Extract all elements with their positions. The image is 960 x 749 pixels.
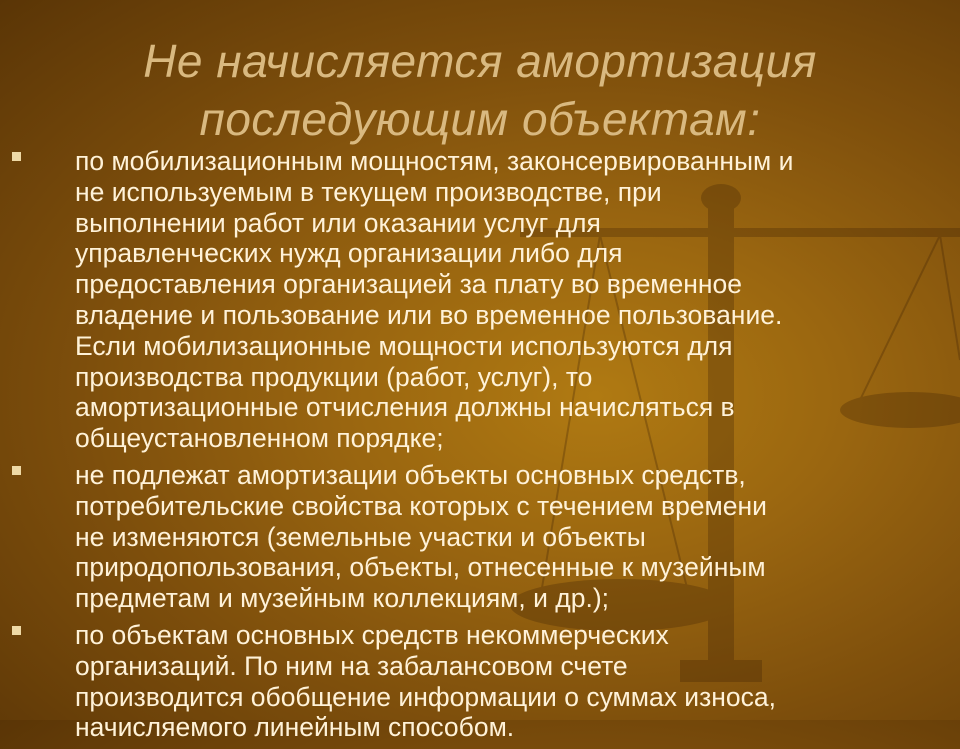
bullet-line: предоставления организацией за плату во временное	[75, 269, 743, 300]
bullet-line: по мобилизационным мощностям, законсервированным и	[75, 146, 794, 176]
slide-title-line-1: Не начисляется амортизация	[143, 35, 817, 87]
bullet-list	[0, 146, 960, 749]
slide-title-line-2: последующим объектам:	[199, 93, 761, 145]
bullet-line: организаций. По ним на забалансовом счете	[75, 650, 628, 681]
list-item	[0, 146, 960, 454]
square-bullet-icon	[12, 626, 21, 635]
bullet-line: Если мобилизационные мощности используются для	[75, 330, 733, 361]
list-item	[0, 620, 960, 743]
bullet-line: природопользования, объекты, отнесенные к музейным	[75, 552, 766, 583]
bullet-line: производства продукции (работ, услуг), то	[75, 361, 593, 392]
bullet-line: выполнении работ или оказании услуг для	[75, 207, 601, 238]
bullet-line: не подлежат амортизации объекты основных средств,	[75, 459, 746, 490]
bullet-line: амортизационные отчисления должны начисляться в	[75, 392, 735, 423]
bullet-line: начисляемого линейным способом.	[75, 712, 515, 743]
bullet-line: производится обобщение информации о суммах износа,	[75, 681, 776, 712]
square-bullet-icon	[12, 466, 21, 475]
square-bullet-icon	[12, 152, 21, 161]
bullet-line: не используемым в текущем производстве, при	[75, 176, 662, 207]
bullet-line: потребительские свойства которых с течением времени	[75, 490, 767, 521]
bullet-line: не изменяются (земельные участки и объекты	[75, 521, 646, 552]
bullet-line: владение и пользование или во временное пользование.	[75, 299, 783, 330]
list-item	[0, 460, 960, 614]
bullet-line: по объектам основных средств некоммерческих	[75, 619, 669, 650]
bullet-line: предметам и музейным коллекциям, и др.);	[75, 583, 610, 614]
bullet-line: общеустановленном порядке;	[75, 423, 444, 454]
slide-title	[0, 32, 960, 148]
bullet-line: управленческих нужд организации либо для	[75, 238, 623, 269]
